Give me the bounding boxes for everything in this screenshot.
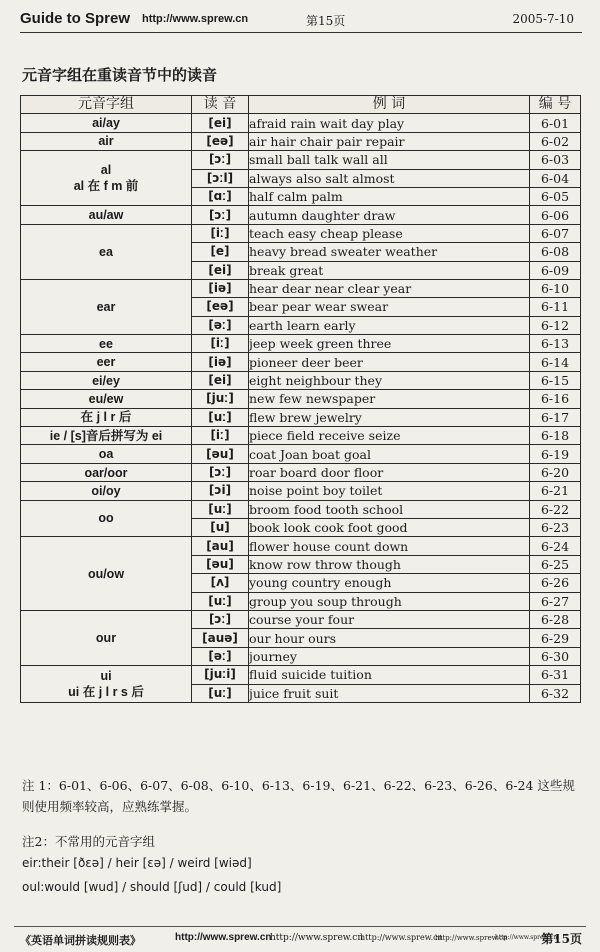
col-header-examples: 例 词: [249, 96, 530, 114]
vowel-group-label: eu/ew: [88, 391, 124, 406]
example-words-cell: juice fruit suit: [249, 684, 530, 702]
vowel-group-label: ea: [99, 244, 113, 259]
phonetic-cell: [iː]: [192, 427, 249, 445]
rule-number-cell: 6-30: [530, 647, 581, 665]
rule-number-cell: 6-05: [530, 187, 581, 205]
vowel-group-cell: [21, 279, 192, 334]
vowel-group-cell: [21, 224, 192, 279]
vowel-group-label: oo: [98, 511, 114, 526]
table-row: [21, 132, 581, 150]
section-title: 元音字组在重读音节中的读音: [22, 66, 218, 84]
col-header-number: 编 号: [530, 96, 581, 114]
phonetic-cell: [u]: [192, 518, 249, 536]
rule-number-cell: 6-03: [530, 151, 581, 169]
phonetic-cell: [əu]: [192, 445, 249, 463]
rule-number-cell: 6-11: [530, 298, 581, 316]
table-row: [21, 445, 581, 463]
example-words-cell: half calm palm: [249, 187, 530, 205]
note-eir: eir:their [ðɛə] / heir [ɛə] / weird [wiəd]: [22, 856, 252, 870]
table-row: [21, 371, 581, 389]
example-words-cell: jeep week green three: [249, 335, 530, 353]
table-row: [21, 335, 581, 353]
rule-number-cell: 6-09: [530, 261, 581, 279]
vowel-group-label: ei/ey: [92, 373, 120, 388]
vowel-group-label: ie / [s]音后拼写为 ei: [49, 428, 163, 443]
example-words-cell: fluid suicide tuition: [249, 666, 530, 684]
phonetic-cell: [juːi]: [192, 666, 249, 684]
example-words-cell: earth learn early: [249, 316, 530, 334]
rule-number-cell: 6-24: [530, 537, 581, 555]
note-oul: oul:would [wud] / should [ʃud] / could [kud]: [22, 880, 282, 894]
table-row: [21, 408, 581, 426]
phonetic-cell: [ɔːl]: [192, 169, 249, 187]
footer-url-echo[interactable]: http://www.sprew.cn: [495, 934, 558, 941]
example-words-cell: eight neighbour they: [249, 371, 530, 389]
rule-number-cell: 6-17: [530, 408, 581, 426]
example-words-cell: break great: [249, 261, 530, 279]
phonetic-cell: [au]: [192, 537, 249, 555]
rule-number-cell: 6-26: [530, 574, 581, 592]
phonetic-cell: [auə]: [192, 629, 249, 647]
vowel-rules-table: [20, 95, 581, 703]
example-words-cell: air hair chair pair repair: [249, 132, 530, 150]
table-row: [21, 666, 581, 684]
header-date: 2005-7-10: [512, 12, 574, 26]
example-words-cell: pioneer deer beer: [249, 353, 530, 371]
header-rule: [20, 32, 582, 33]
note-2: 注2：不常用的元音字组: [22, 834, 155, 849]
rule-number-cell: 6-16: [530, 390, 581, 408]
rule-number-cell: 6-04: [530, 169, 581, 187]
phonetic-cell: [ɔː]: [192, 463, 249, 481]
vowel-group-cell: [21, 408, 192, 426]
vowel-group-label: our: [95, 631, 117, 646]
table-row: [21, 224, 581, 242]
table-row: [21, 500, 581, 518]
vowel-group-cell: [21, 114, 192, 132]
example-words-cell: roar board door floor: [249, 463, 530, 481]
table-row: [21, 206, 581, 224]
phonetic-cell: [uː]: [192, 408, 249, 426]
phonetic-cell: [əː]: [192, 316, 249, 334]
example-words-cell: flew brew jewelry: [249, 408, 530, 426]
table-row: [21, 114, 581, 132]
vowel-group-label: ui: [100, 669, 112, 683]
rule-number-cell: 6-28: [530, 610, 581, 628]
vowel-group-cell: [21, 500, 192, 537]
rule-number-cell: 6-18: [530, 427, 581, 445]
phonetic-cell: [eə]: [192, 298, 249, 316]
rule-number-cell: 6-14: [530, 353, 581, 371]
example-words-cell: new few newspaper: [249, 390, 530, 408]
example-words-cell: teach easy cheap please: [249, 224, 530, 242]
phonetic-cell: [eə]: [192, 132, 249, 150]
rule-number-cell: 6-22: [530, 500, 581, 518]
rule-number-cell: 6-15: [530, 371, 581, 389]
vowel-group-cell: [21, 537, 192, 611]
footer-rule: [14, 926, 586, 927]
rule-number-cell: 6-08: [530, 243, 581, 261]
rule-number-cell: 6-13: [530, 335, 581, 353]
footer-url-echo[interactable]: http://www.sprew.cn: [270, 933, 364, 943]
table-row: [21, 427, 581, 445]
phonetic-cell: [uː]: [192, 592, 249, 610]
table-row: [21, 610, 581, 628]
phonetic-cell: [ɔi]: [192, 482, 249, 500]
example-words-cell: journey: [249, 647, 530, 665]
vowel-group-label: ear: [96, 299, 116, 314]
header-url[interactable]: http://www.sprew.cn: [142, 13, 249, 25]
vowel-group-label: au/aw: [88, 208, 124, 223]
vowel-group-cell: [21, 610, 192, 665]
example-words-cell: flower house count down: [249, 537, 530, 555]
example-words-cell: know row throw though: [249, 555, 530, 573]
rule-number-cell: 6-23: [530, 518, 581, 536]
footer-page-number: 第15页: [541, 932, 582, 946]
vowel-group-cell: [21, 151, 192, 206]
example-words-cell: heavy bread sweater weather: [249, 243, 530, 261]
table-row: [21, 151, 581, 169]
phonetic-cell: [ɔː]: [192, 610, 249, 628]
vowel-group-label: eer: [96, 355, 116, 370]
table-row: [21, 353, 581, 371]
phonetic-cell: [juː]: [192, 390, 249, 408]
phonetic-cell: [ei]: [192, 371, 249, 389]
table-header-row: [21, 96, 581, 114]
footer-url[interactable]: http://www.sprew.cn: [175, 932, 272, 943]
vowel-group-cell: [21, 666, 192, 703]
table-row: [21, 279, 581, 297]
table-row: [21, 482, 581, 500]
example-words-cell: broom food tooth school: [249, 500, 530, 518]
rule-number-cell: 6-29: [530, 629, 581, 647]
vowel-group-label: oar/oor: [84, 465, 128, 480]
phonetic-cell: [ɑː]: [192, 187, 249, 205]
vowel-group-label: ui 在 j l r s 后: [68, 685, 144, 699]
example-words-cell: autumn daughter draw: [249, 206, 530, 224]
rule-number-cell: 6-10: [530, 279, 581, 297]
rule-number-cell: 6-20: [530, 463, 581, 481]
col-header-phonetic: 读 音: [192, 96, 249, 114]
phonetic-cell: [iː]: [192, 335, 249, 353]
vowel-group-cell: [21, 482, 192, 500]
page-footer: [20, 932, 586, 948]
phonetic-cell: [ei]: [192, 114, 249, 132]
footer-url-echo[interactable]: http://www.sprew.cn: [435, 934, 508, 942]
col-header-group: 元音字组: [21, 96, 192, 114]
table-row: [21, 537, 581, 555]
header-page-number: 第15页: [306, 14, 346, 28]
example-words-cell: book look cook foot good: [249, 518, 530, 536]
example-words-cell: young country enough: [249, 574, 530, 592]
rule-number-cell: 6-07: [530, 224, 581, 242]
vowel-group-label: ai/ay: [92, 116, 120, 131]
example-words-cell: coat Joan boat goal: [249, 445, 530, 463]
example-words-cell: piece field receive seize: [249, 427, 530, 445]
example-words-cell: course your four: [249, 610, 530, 628]
table-body: [21, 114, 581, 703]
vowel-group-cell: [21, 371, 192, 389]
phonetic-cell: [uː]: [192, 684, 249, 702]
rule-number-cell: 6-02: [530, 132, 581, 150]
rule-number-cell: 6-12: [530, 316, 581, 334]
vowel-group-cell: [21, 132, 192, 150]
phonetic-cell: [əu]: [192, 555, 249, 573]
vowel-group-cell: [21, 445, 192, 463]
phonetic-cell: [uː]: [192, 500, 249, 518]
rule-number-cell: 6-21: [530, 482, 581, 500]
example-words-cell: bear pear wear swear: [249, 298, 530, 316]
vowel-group-cell: [21, 335, 192, 353]
vowel-group-label: oa: [98, 447, 114, 462]
example-words-cell: hear dear near clear year: [249, 279, 530, 297]
vowel-group-label: al: [100, 163, 112, 178]
rule-number-cell: 6-01: [530, 114, 581, 132]
example-words-cell: afraid rain wait day play: [249, 114, 530, 132]
rule-number-cell: 6-32: [530, 684, 581, 702]
phonetic-cell: [iː]: [192, 224, 249, 242]
phonetic-cell: [ei]: [192, 261, 249, 279]
header-brand: Guide to Sprew: [20, 10, 131, 27]
phonetic-cell: [ɔː]: [192, 151, 249, 169]
table-row: [21, 463, 581, 481]
page-header: [20, 8, 584, 30]
phonetic-cell: [ɔː]: [192, 206, 249, 224]
vowel-group-cell: [21, 206, 192, 224]
vowel-group-cell: [21, 463, 192, 481]
example-words-cell: noise point boy toilet: [249, 482, 530, 500]
example-words-cell: our hour ours: [249, 629, 530, 647]
example-words-cell: always also salt almost: [249, 169, 530, 187]
rule-number-cell: 6-31: [530, 666, 581, 684]
phonetic-cell: [iə]: [192, 279, 249, 297]
note-1: 注 1：6-01、6-06、6-07、6-08、6-10、6-13、6-19、6-21、6-22、6-23、6-26、6-24 这些规则使用频率较高，应熟练掌握。: [22, 778, 575, 814]
vowel-group-cell: [21, 353, 192, 371]
example-words-cell: group you soup through: [249, 592, 530, 610]
vowel-group-cell: [21, 427, 192, 445]
vowel-group-label: air: [98, 134, 114, 149]
rule-number-cell: 6-06: [530, 206, 581, 224]
vowel-group-label: 在 j l r 后: [80, 410, 132, 425]
vowel-group-label: ou/ow: [87, 566, 125, 581]
vowel-group-label: ee: [99, 336, 113, 351]
rule-number-cell: 6-19: [530, 445, 581, 463]
footer-url-echo[interactable]: http://www.sprew.cn: [360, 933, 443, 942]
phonetic-cell: [iə]: [192, 353, 249, 371]
table-row: [21, 390, 581, 408]
phonetic-cell: [e]: [192, 243, 249, 261]
rule-number-cell: 6-25: [530, 555, 581, 573]
phonetic-cell: [əː]: [192, 647, 249, 665]
vowel-group-label: al 在 f m 前: [73, 179, 139, 194]
footer-book-title: 《英语单词拼读规则表》: [20, 934, 141, 947]
vowel-group-label: oi/oy: [91, 483, 121, 498]
example-words-cell: small ball talk wall all: [249, 151, 530, 169]
phonetic-cell: [ʌ]: [192, 574, 249, 592]
rule-number-cell: 6-27: [530, 592, 581, 610]
vowel-group-cell: [21, 390, 192, 408]
